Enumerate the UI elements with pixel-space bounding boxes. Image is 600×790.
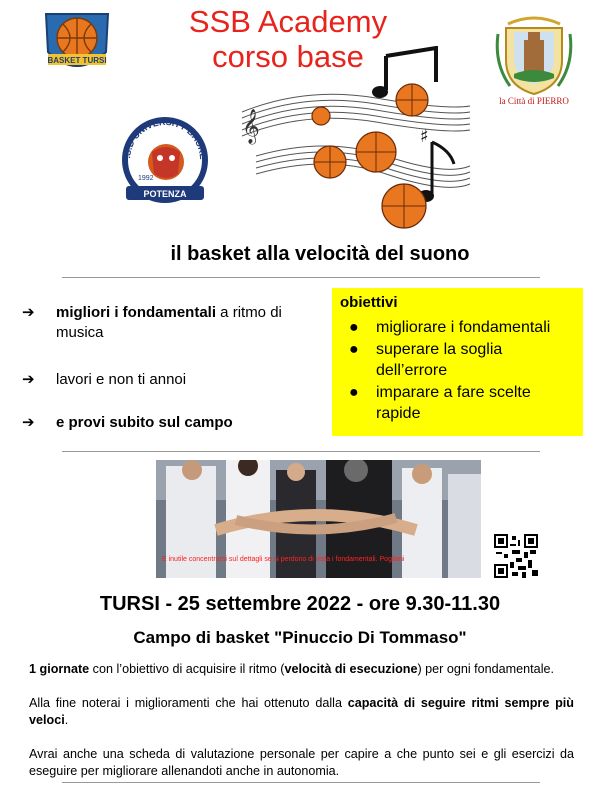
objective-text: superare la soglia dell’errore [376,341,503,379]
photo-signature: Pogliani [379,556,405,563]
logo-center-year: 1992 [138,175,154,182]
objectives-heading: obiettivi [340,294,398,311]
bullet-dot-icon: ● [349,341,359,358]
team-huddle-photo [156,460,481,578]
objective-item [332,382,583,424]
bullet-1 [22,303,322,343]
logo-center-top-text: .S.D UNIVERSITY BASKE [122,116,209,160]
bullet-dot-icon: ● [349,384,359,401]
svg-text:𝄞: 𝄞 [242,109,260,144]
arrow-right-icon: ➔ [22,414,35,431]
bullet-3-bold: e provi subito sul campo [56,414,233,431]
photo-caption [162,556,404,563]
bullet-1-text: a ritmo di musica [56,304,282,341]
para2-text-2: . [64,713,69,727]
photo-quote: E inutile concentrarsi sul dettagli se si perdono di vista i fondamentali. [162,556,378,563]
para1-text-2: ) per ogni fondamentale. [417,662,554,676]
divider-middle [62,451,540,452]
logo-left-text: BASKET TURSI [47,56,107,65]
qr-code[interactable] [494,534,538,578]
arrow-right-icon: ➔ [22,371,35,388]
musical-basketballs-illustration [236,46,472,232]
slogan: il basket alla velocità del suono [170,243,470,265]
para2-bold: capacità di seguire ritmi sempre più veloci [29,696,574,727]
logo-center-bottom: POTENZA [143,189,187,199]
paragraph-1 [29,661,574,678]
para1-bold-2: velocità di esecuzione [284,662,418,676]
university-basket-potenza-logo [118,112,212,212]
divider-top [62,277,540,278]
objective-text: migliorare i fondamentali [376,319,551,336]
paragraph-3: Avrai anche una scheda di valutazione personale per capire a che punto sei e gli esercizi da eseguire per migliorare allenandoti anche in autonomia. [29,747,574,778]
paragraph-2 [29,695,574,729]
title-line-1: SSB Academy [188,4,388,39]
objectives-box [332,288,583,436]
bullet-2 [22,370,322,390]
title-line-2: corso base [212,39,364,74]
logo-right-caption: la Città di PIERRO [499,96,569,106]
event-venue: Campo di basket "Pinuccio Di Tommaso" [133,628,467,647]
bullet-dot-icon: ● [349,319,359,336]
citta-di-pierro-crest [492,14,576,110]
para2-text-1: Alla fine noterai i miglioramenti che hai ottenuto dalla [29,696,348,710]
objective-item [332,339,583,381]
divider-bottom [62,782,540,783]
objective-text: imparare a fare scelte rapide [376,384,531,422]
objectives-list [332,317,583,425]
para1-bold-1: 1 giornate [29,662,90,676]
bullet-2-text: lavori e non ti annoi [56,371,187,388]
svg-text:♯: ♯ [420,126,429,147]
para1-text-1: con l’obiettivo di acquisire il ritmo ( [89,662,285,676]
objective-item [332,317,583,338]
bullet-3 [22,413,322,433]
arrow-right-icon: ➔ [22,304,35,321]
event-date: TURSI - 25 settembre 2022 - ore 9.30-11.30 [99,593,501,615]
basket-tursi-logo [40,6,114,80]
bullet-1-bold: migliori i fondamentali [56,304,217,321]
